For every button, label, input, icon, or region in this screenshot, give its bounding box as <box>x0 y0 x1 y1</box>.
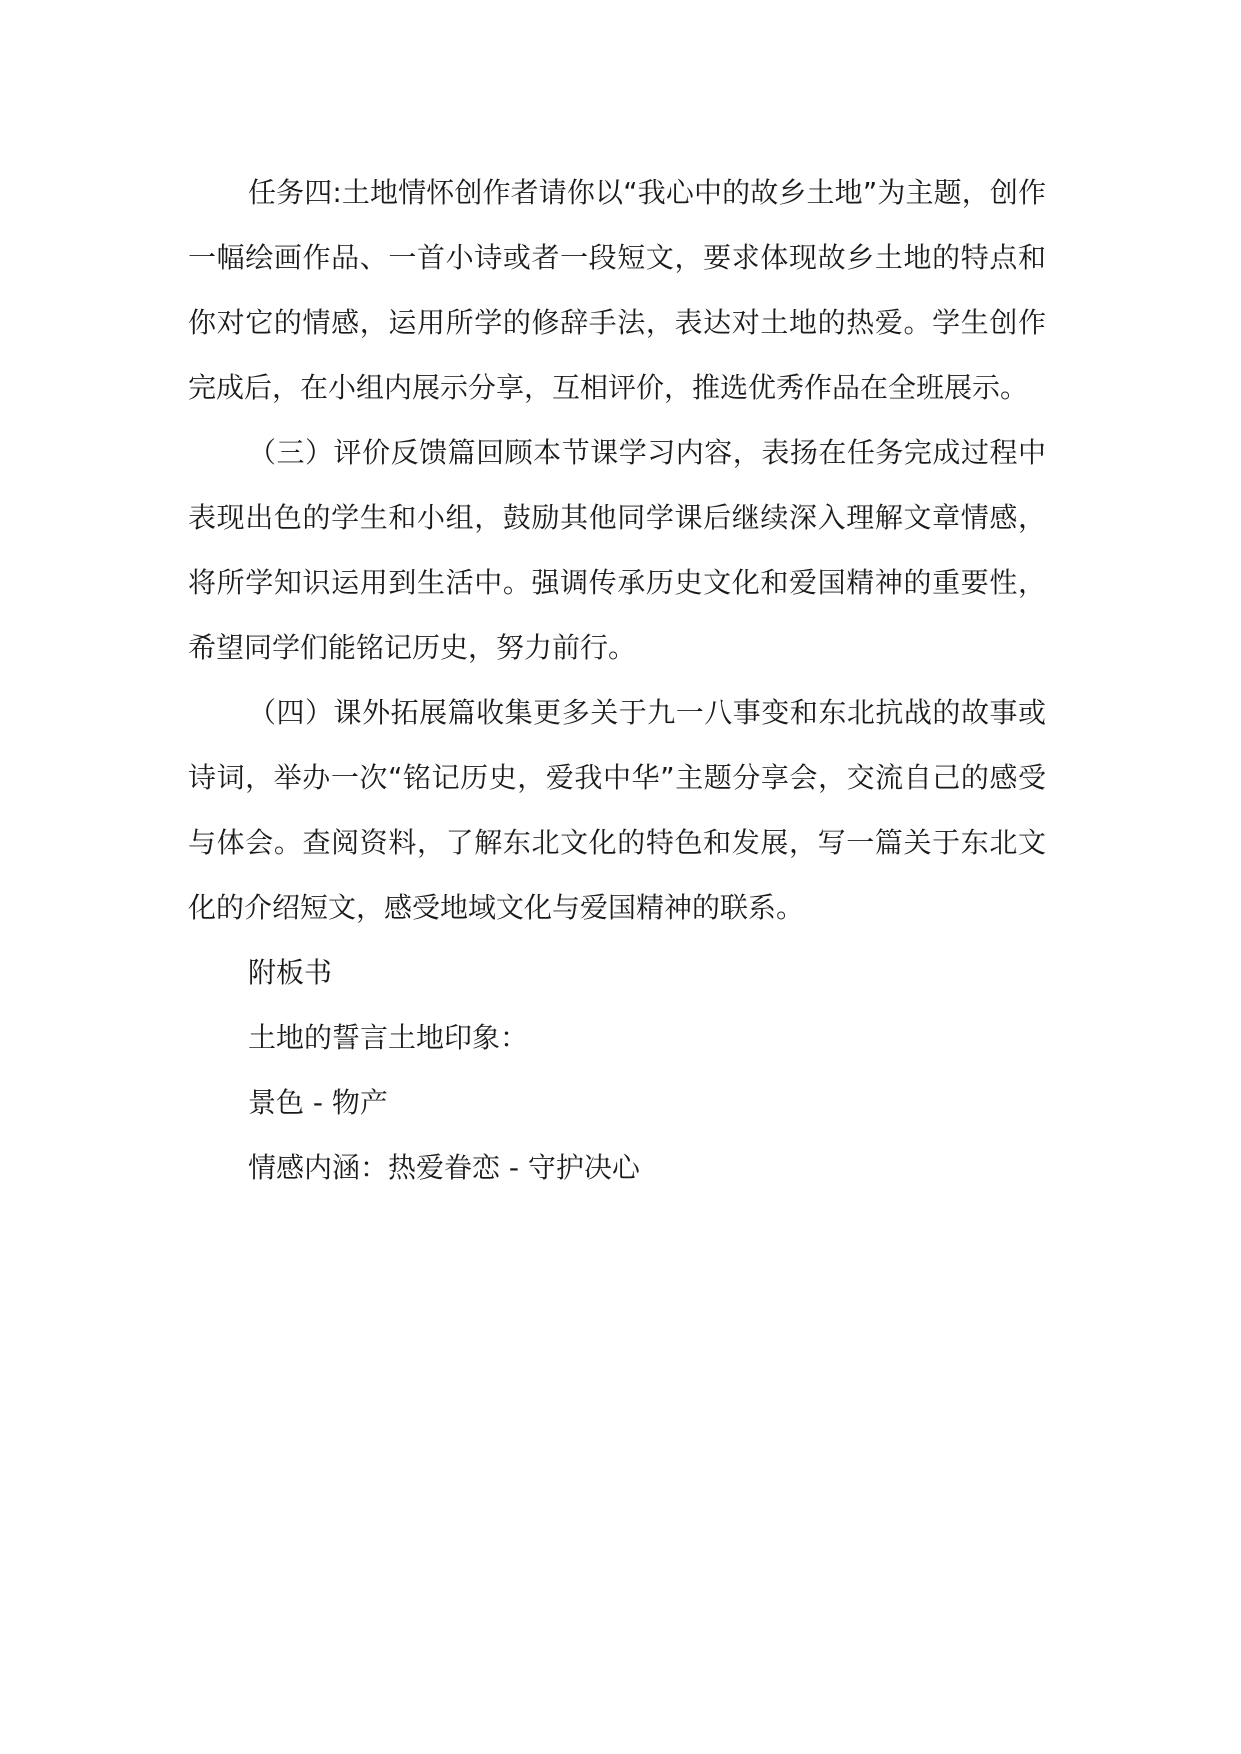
paragraph-extension: （四）课外拓展篇收集更多关于九一八事变和东北抗战的故事或诗词，举办一次“铭记历史，爱我中华”主题分享会，交流自己的感受与体会。查阅资料，了解东北文化的特色和发展，写一篇关于东北文化的介绍短文，感受地域文化与爱国精神的联系。 <box>188 696 1046 924</box>
board-line-impression: 土地的誓言土地印象： <box>248 1021 529 1054</box>
paragraph-evaluation: （三）评价反馈篇回顾本节课学习内容，表扬在任务完成过程中表现出色的学生和小组，鼓励其他同学课后继续深入理解文章情感，将所学知识运用到生活中。强调传承历史文化和爱国精神的重要性，希望同学们能铭记历史，努力前行。 <box>188 436 1046 664</box>
board-line-emotion: 情感内涵：热爱眷恋 - 守护决心 <box>248 1151 640 1184</box>
paragraph-task-four: 任务四:土地情怀创作者请你以“我心中的故乡土地”为主题，创作一幅绘画作品、一首小诗或者一段短文，要求体现故乡土地的特点和你对它的情感，运用所学的修辞手法，表达对土地的热爱。学生创作完成后，在小组内展示分享，互相评价，推选优秀作品在全班展示。 <box>188 176 1046 404</box>
board-line-scenery: 景色 - 物产 <box>248 1086 388 1119</box>
document-body <box>188 160 1046 1200</box>
board-heading: 附板书 <box>248 956 333 989</box>
